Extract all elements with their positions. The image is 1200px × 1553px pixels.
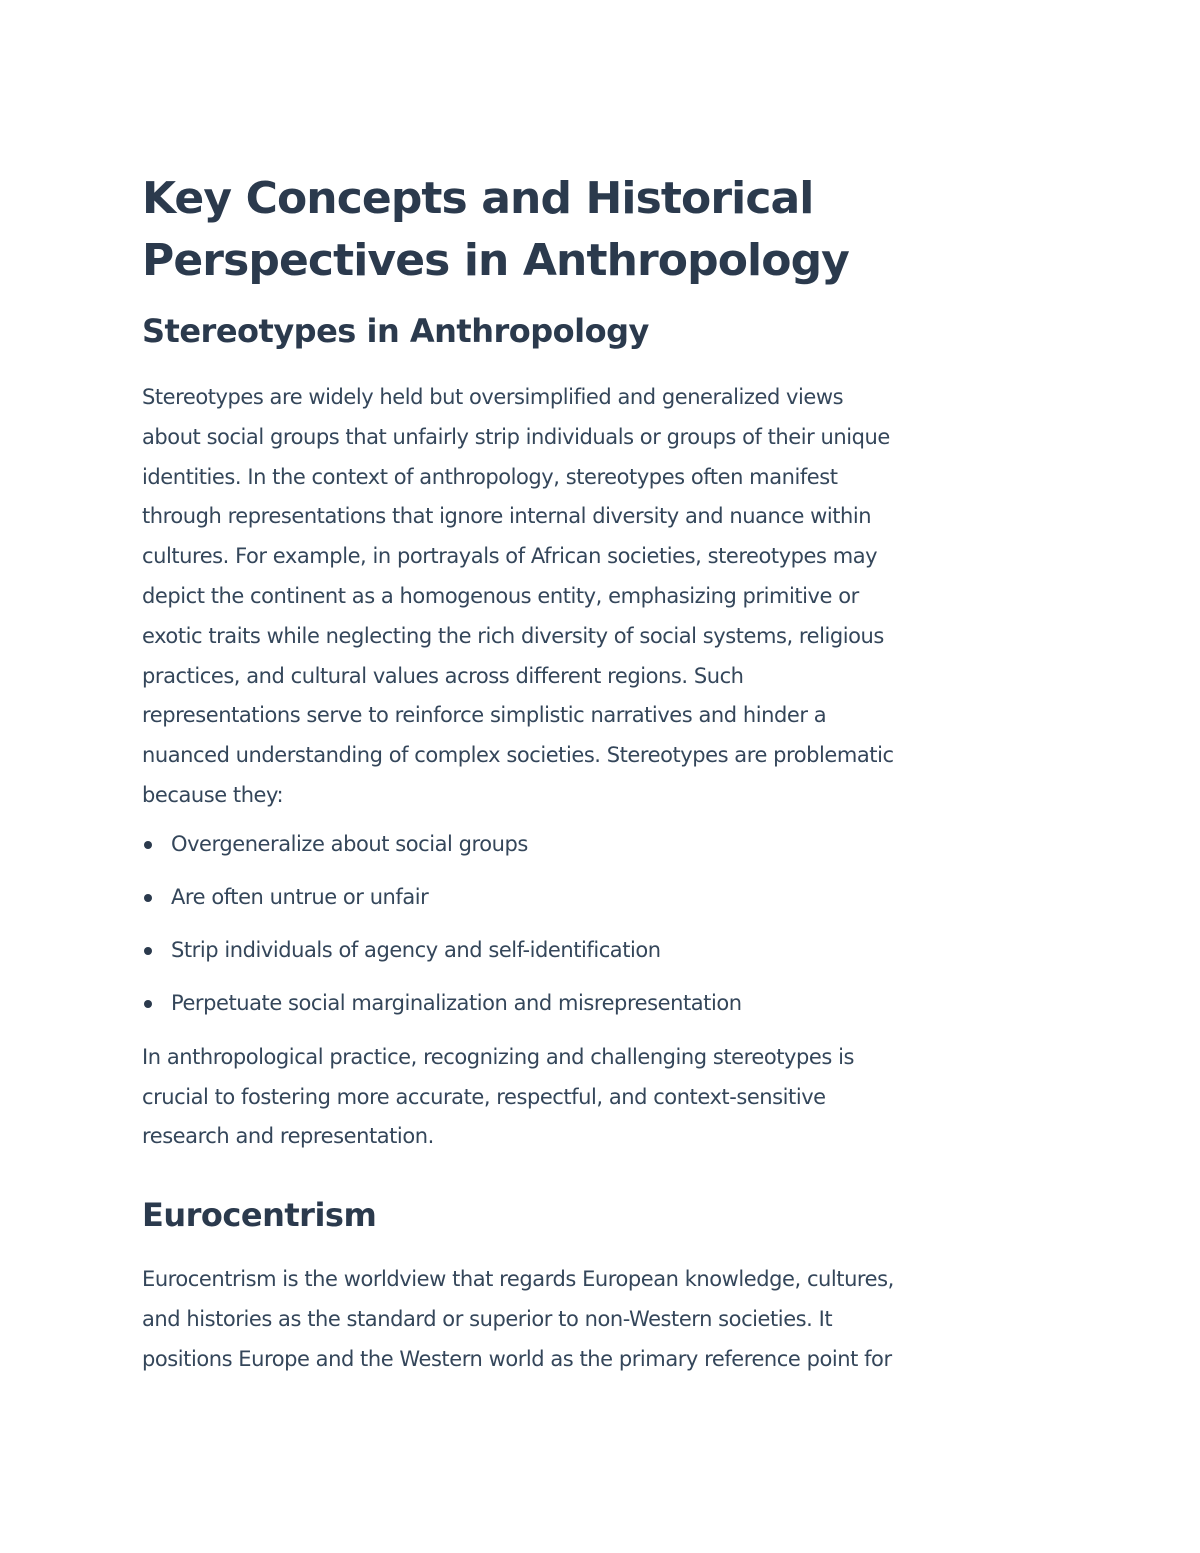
paragraph-line: and histories as the standard or superior to non-Western societies. It (142, 1306, 833, 1331)
section-heading-eurocentrism: Eurocentrism (142, 1196, 377, 1235)
paragraph-line: research and representation. (142, 1124, 434, 1149)
stereotypes-bullet-list (142, 831, 1072, 1016)
paragraph-line: practices, and cultural values across different regions. Such (142, 663, 744, 688)
paragraph-line: depict the continent as a homogenous entity, emphasizing primitive or (142, 583, 859, 608)
bullet-dot-icon (144, 894, 152, 902)
list-item (142, 990, 1072, 1016)
list-item-text: Perpetuate social marginalization and misrepresentation (171, 990, 742, 1015)
document-content (142, 168, 1072, 1380)
list-item (142, 937, 1072, 963)
paragraph-line: identities. In the context of anthropology, stereotypes often manifest (142, 464, 838, 489)
paragraph-line: exotic traits while neglecting the rich diversity of social systems, religious (142, 623, 884, 648)
paragraph-line: because they: (142, 782, 284, 807)
eurocentrism-paragraph (142, 1260, 1072, 1379)
bullet-dot-icon (144, 1000, 152, 1008)
list-item-text: Strip individuals of agency and self-identification (171, 937, 661, 962)
paragraph-line: representations serve to reinforce simplistic narratives and hinder a (142, 703, 827, 728)
stereotypes-paragraph (142, 378, 1072, 816)
title-line: Perspectives in Anthropology (142, 235, 849, 286)
list-item (142, 884, 1072, 910)
section-heading-stereotypes: Stereotypes in Anthropology (142, 312, 649, 350)
paragraph-line: Stereotypes are widely held but oversimplified and generalized views (142, 385, 844, 409)
paragraph-line: nuanced understanding of complex societies. Stereotypes are problematic (142, 743, 894, 768)
bullet-dot-icon (144, 947, 152, 955)
paragraph-line: about social groups that unfairly strip individuals or groups of their unique (142, 424, 890, 449)
title-line: Key Concepts and Historical (142, 173, 814, 224)
bullet-dot-icon (144, 841, 152, 849)
paragraph-line: Eurocentrism is the worldview that regards European knowledge, cultures, (142, 1267, 894, 1292)
list-item-text: Overgeneralize about social groups (171, 831, 528, 856)
list-item (142, 831, 1072, 857)
paragraph-line: positions Europe and the Western world as the primary reference point for (142, 1346, 892, 1371)
document-title (142, 168, 1072, 292)
paragraph-line: In anthropological practice, recognizing and challenging stereotypes is (142, 1044, 854, 1069)
list-item-text: Are often untrue or unfair (171, 884, 429, 909)
paragraph-line: through representations that ignore internal diversity and nuance within (142, 504, 872, 529)
paragraph-line: crucial to fostering more accurate, respectful, and context-sensitive (142, 1084, 826, 1109)
paragraph-line: cultures. For example, in portrayals of African societies, stereotypes may (142, 544, 878, 569)
stereotypes-conclusion-paragraph (142, 1038, 1072, 1157)
